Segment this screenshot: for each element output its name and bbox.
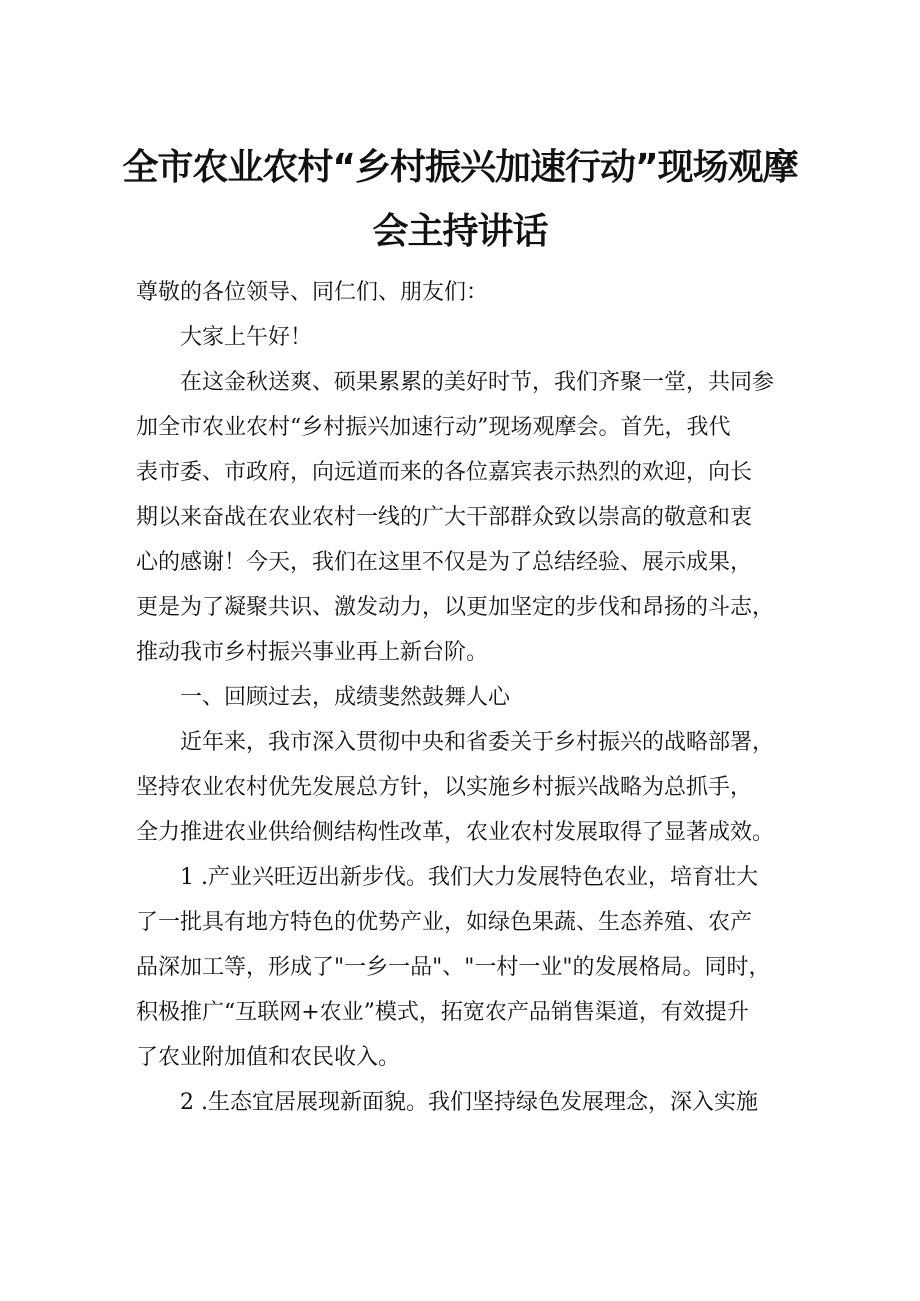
- document-title: [120, 136, 800, 264]
- title-line-1: 全市农业农村“乡村振兴加速行动”现场观摩: [122, 147, 798, 188]
- text-line: 加全市农业农村“乡村振兴加速行动”现场观摩会。首先，我代: [136, 415, 731, 440]
- text-line: 品深加工等，形成了"一乡一品"、"一村一业"的发展格局。同时，: [136, 955, 771, 980]
- text-line: 了一批具有地方特色的优势产业，如绿色果蔬、生态养殖、农产: [136, 910, 753, 935]
- text-line: 1 .产业兴旺迈出新步伐。我们大力发展特色农业，培育壮大: [180, 865, 758, 890]
- paragraph-salutation: [136, 270, 796, 315]
- text-line: 一、回顾过去，成绩斐然鼓舞人心: [180, 685, 511, 710]
- paragraph-item-2: [136, 1080, 796, 1125]
- text-line: 心的感谢！今天，我们在这里不仅是为了总结经验、展示成果，: [136, 550, 753, 575]
- paragraph-item-1: [136, 855, 796, 1080]
- text-line: 全力推进农业供给侧结构性改革，农业农村发展取得了显著成效。: [136, 820, 775, 845]
- text-line: 期以来奋战在农业农村一线的广大干部群众致以崇高的敬意和衷: [136, 505, 753, 530]
- title-line-2: 会主持讲话: [372, 211, 548, 252]
- section-heading: [136, 675, 796, 720]
- paragraph-review: [136, 720, 796, 855]
- text-line: 近年来，我市深入贯彻中央和省委关于乡村振兴的战略部署，: [180, 730, 775, 755]
- text-line: 尊敬的各位领导、同仁们、朋友们：: [136, 280, 489, 305]
- text-line: 在这金秋送爽、硕果累累的美好时节，我们齐聚一堂，共同参: [180, 370, 775, 395]
- document-body: [136, 270, 796, 1125]
- text-line: 表市委、市政府，向远道而来的各位嘉宾表示热烈的欢迎，向长: [136, 460, 753, 485]
- text-line: 推动我市乡村振兴事业再上新台阶。: [136, 640, 489, 665]
- text-line: 更是为了凝聚共识、激发动力，以更加坚定的步伐和昂扬的斗志，: [136, 595, 775, 620]
- text-line: 2 .生态宜居展现新面貌。我们坚持绿色发展理念，深入实施: [180, 1090, 758, 1115]
- text-line: 了农业附加值和农民收入。: [136, 1045, 401, 1070]
- text-line: 积极推广“互联网+农业”模式，拓宽农产品销售渠道，有效提升: [136, 1000, 749, 1025]
- text-line: 坚持农业农村优先发展总方针，以实施乡村振兴战略为总抓手，: [136, 775, 753, 800]
- text-line: 大家上午好！: [180, 325, 313, 350]
- paragraph-greeting: [136, 315, 796, 360]
- paragraph-opening: [136, 360, 796, 675]
